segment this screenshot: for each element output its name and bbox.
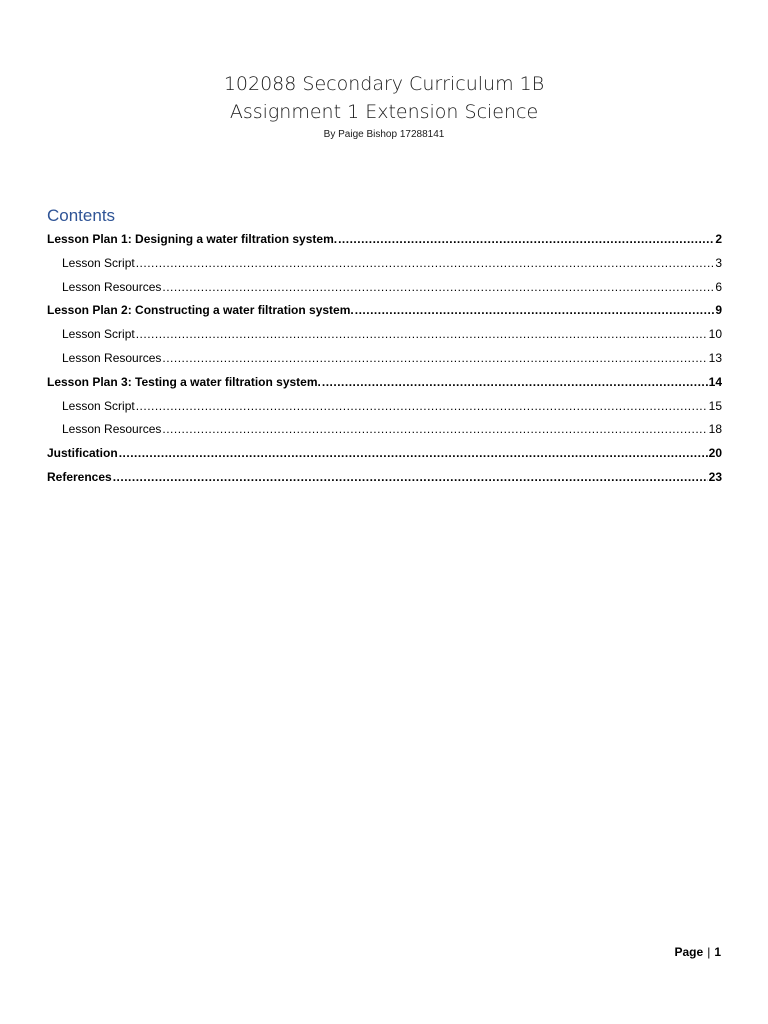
toc-entry-page: 3 xyxy=(715,255,722,270)
document-author: By Paige Bishop 17288141 xyxy=(323,129,445,140)
toc-leader-dots xyxy=(113,470,708,484)
toc-leader-dots xyxy=(162,280,714,294)
toc-leader-dots xyxy=(136,327,708,341)
toc-entry-page: 18 xyxy=(708,422,722,437)
toc-leader-dots xyxy=(162,422,707,436)
toc-entry[interactable] xyxy=(47,280,722,304)
toc-entry-title: Lesson Script xyxy=(62,255,135,270)
document-title-line-1: 102088 Secondary Curriculum 1B xyxy=(223,73,545,95)
toc-entry-page: 13 xyxy=(708,350,722,365)
toc-entry-title: Lesson Plan 2: Constructing a water filtration system. xyxy=(47,303,354,318)
toc-entry[interactable] xyxy=(47,446,722,470)
toc-entry[interactable] xyxy=(47,256,722,280)
toc-entry-page: 15 xyxy=(708,398,722,413)
toc-entry[interactable] xyxy=(47,351,722,375)
page-footer xyxy=(675,945,722,959)
toc-entry[interactable] xyxy=(47,422,722,446)
toc-leader-dots xyxy=(162,351,707,365)
toc-leader-dots xyxy=(322,375,708,389)
toc-entry[interactable] xyxy=(47,327,722,351)
toc-leader-dots xyxy=(119,446,708,460)
footer-separator: | xyxy=(707,945,711,959)
toc-entry-page: 2 xyxy=(715,232,722,246)
toc-entry-page: 14 xyxy=(708,374,722,389)
document-header xyxy=(0,70,768,142)
toc-entry-page: 20 xyxy=(708,446,722,461)
toc-entry-title: Lesson Resources xyxy=(62,350,162,365)
footer-page-label: Page xyxy=(674,945,704,959)
toc-leader-dots xyxy=(136,399,708,413)
toc-entry-title: Lesson Plan 1: Designing a water filtration system. xyxy=(47,232,338,246)
toc-entry-page: 10 xyxy=(708,327,722,342)
contents-heading: Contents xyxy=(47,206,116,225)
document-title-line-2: Assignment 1 Extension Science xyxy=(229,101,539,123)
toc-entry-title: Lesson Plan 3: Testing a water filtration system. xyxy=(47,374,321,389)
toc-entry-title: Lesson Script xyxy=(62,398,135,413)
toc-leader-dots xyxy=(355,303,715,317)
toc-entry[interactable] xyxy=(47,470,722,494)
table-of-contents xyxy=(47,232,722,494)
toc-entry[interactable] xyxy=(47,375,722,399)
toc-entry-title: References xyxy=(47,469,112,484)
toc-entry-title: Lesson Script xyxy=(62,327,135,342)
toc-entry[interactable] xyxy=(47,232,722,256)
toc-entry-title: Lesson Resources xyxy=(62,279,162,294)
toc-leader-dots xyxy=(136,256,715,270)
toc-entry-title: Lesson Resources xyxy=(62,422,162,437)
toc-entry-page: 9 xyxy=(715,303,722,318)
toc-entry[interactable] xyxy=(47,399,722,423)
footer-page-number: 1 xyxy=(714,945,721,959)
toc-entry-page: 6 xyxy=(715,279,722,294)
toc-entry[interactable] xyxy=(47,303,722,327)
toc-entry-page: 23 xyxy=(708,469,722,484)
toc-leader-dots xyxy=(338,232,714,246)
toc-entry-title: Justification xyxy=(47,446,118,461)
